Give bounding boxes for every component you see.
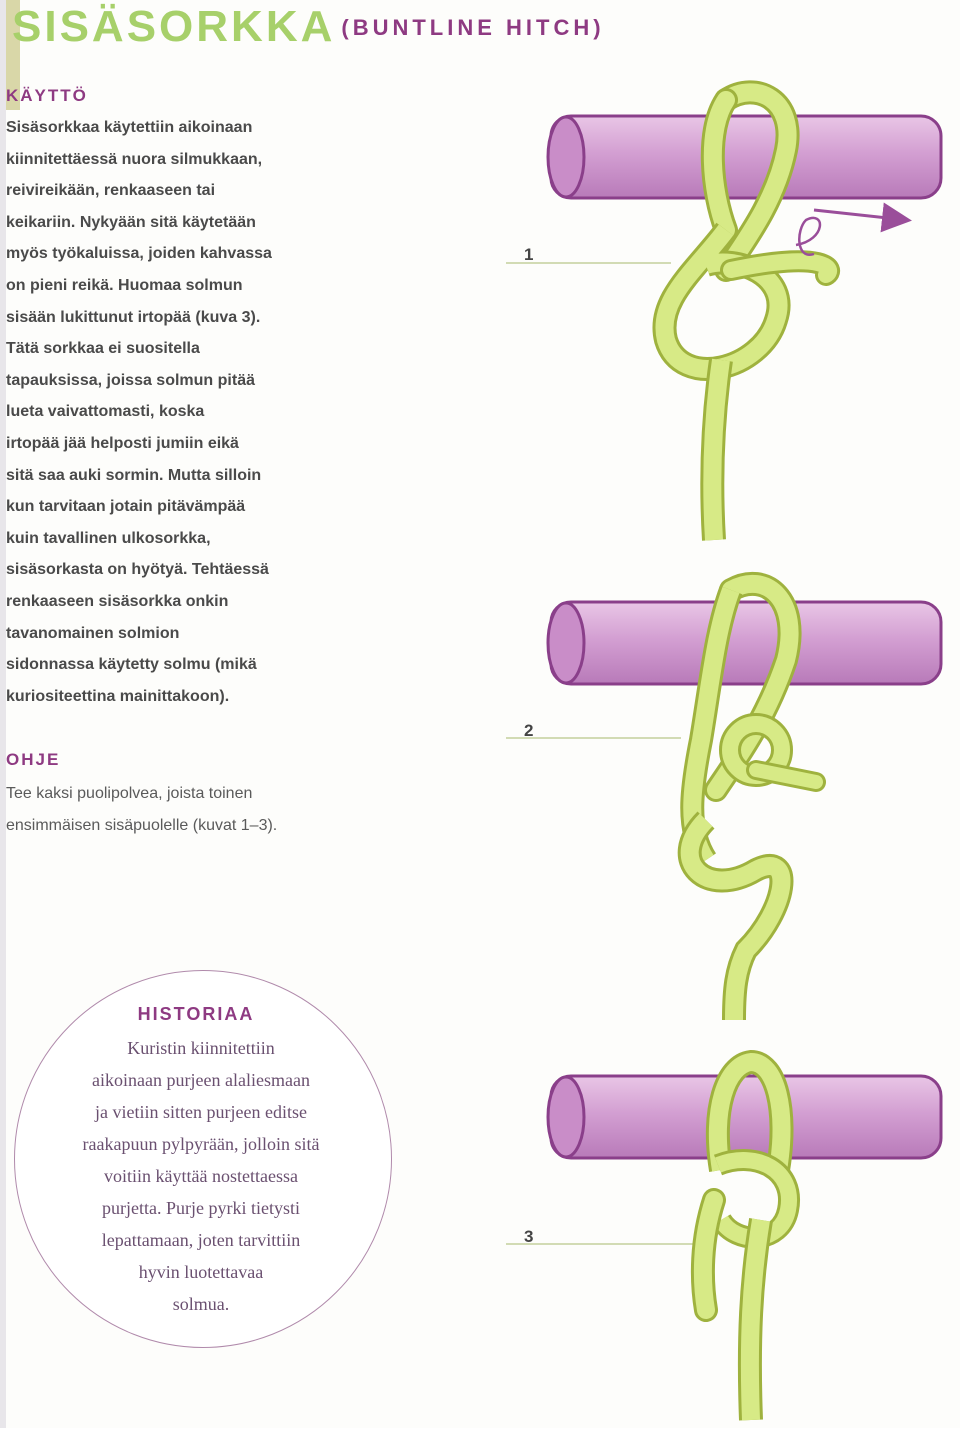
text-line: tapauksissa, joissa solmun pitää — [6, 371, 255, 389]
text-line: purjetta. Purje pyrki tietysti — [102, 1198, 300, 1218]
text-line: Tee kaksi puolipolvea, joista toinen — [6, 785, 253, 802]
knot-diagrams — [496, 70, 960, 1428]
text-line: kun tarvitaan jotain pitävämpää — [6, 498, 246, 516]
text-line: keikariin. Nykyään sitä käytetään — [6, 213, 256, 231]
text-line: sisäsorkasta on hyötyä. Tehtäessä — [6, 561, 269, 579]
step-2-label: 2 — [524, 721, 534, 740]
text-line: voitiin käyttää nostettaessa — [104, 1166, 298, 1186]
step-3-label: 3 — [524, 1227, 534, 1246]
text-line: renkaaseen sisäsorkka onkin — [6, 592, 229, 610]
knot-diagram-svg — [496, 70, 960, 1428]
text-line: ensimmäisen sisäpuolelle (kuvat 1–3). — [6, 817, 278, 834]
text-line: hyvin luotettavaa — [138, 1262, 264, 1282]
text-line: kuin tavallinen ulkosorkka, — [6, 529, 211, 547]
knot-step-1 — [506, 92, 941, 540]
text-line: kuriositeettina mainittakoon). — [6, 687, 230, 705]
text-line: reivireikään, renkaaseen tai — [6, 182, 216, 200]
history-text — [6, 1032, 396, 1320]
title-main: SISÄSORKKA — [12, 2, 336, 51]
page-title — [12, 2, 605, 52]
history-heading: HISTORIAA — [137, 1004, 255, 1024]
text-line: sitä saa auki sormin. Mutta silloin — [6, 466, 262, 484]
usage-heading: KÄYTTÖ — [6, 86, 88, 105]
text-line: lepattamaan, joten tarvittiin — [101, 1230, 301, 1250]
text-line: raakapuun pylpyrään, jolloin sitä — [82, 1134, 320, 1154]
knot-step-3 — [506, 1062, 941, 1420]
text-line: lueta vaivattomasti, koska — [6, 403, 205, 421]
knot-step-2 — [506, 584, 941, 1020]
text-line: Tätä sorkkaa ei suositella — [6, 340, 200, 358]
title-subtitle: (BUNTLINE HITCH) — [341, 15, 605, 40]
text-line: sidonnassa käytetty solmu (mikä — [6, 656, 257, 674]
text-line: irtopää jää helposti jumiin eikä — [6, 434, 239, 452]
text-line: aikoinaan purjeen alaliesmaan — [92, 1070, 310, 1090]
text-line: myös työkaluissa, joiden kahvassa — [6, 245, 272, 263]
instructions-heading: OHJE — [6, 750, 61, 769]
usage-text — [6, 112, 346, 712]
step-1-label: 1 — [524, 245, 534, 264]
text-line: Sisäsorkkaa käytettiin aikoinaan — [6, 119, 253, 136]
text-line: kiinnitettäessä nuora silmukkaan, — [6, 150, 263, 168]
text-line: sisään lukittunut irtopää (kuva 3). — [6, 308, 261, 326]
text-line: tavanomainen solmion — [6, 624, 180, 642]
instructions-text — [6, 778, 366, 842]
text-line: Kuristin kiinnitettiin — [127, 1038, 275, 1058]
history-box — [6, 970, 396, 1360]
text-line: ja vietiin sitten purjeen editse — [95, 1102, 307, 1122]
text-line: on pieni reikä. Huomaa solmun — [6, 276, 243, 294]
text-line: solmua. — [172, 1294, 230, 1314]
